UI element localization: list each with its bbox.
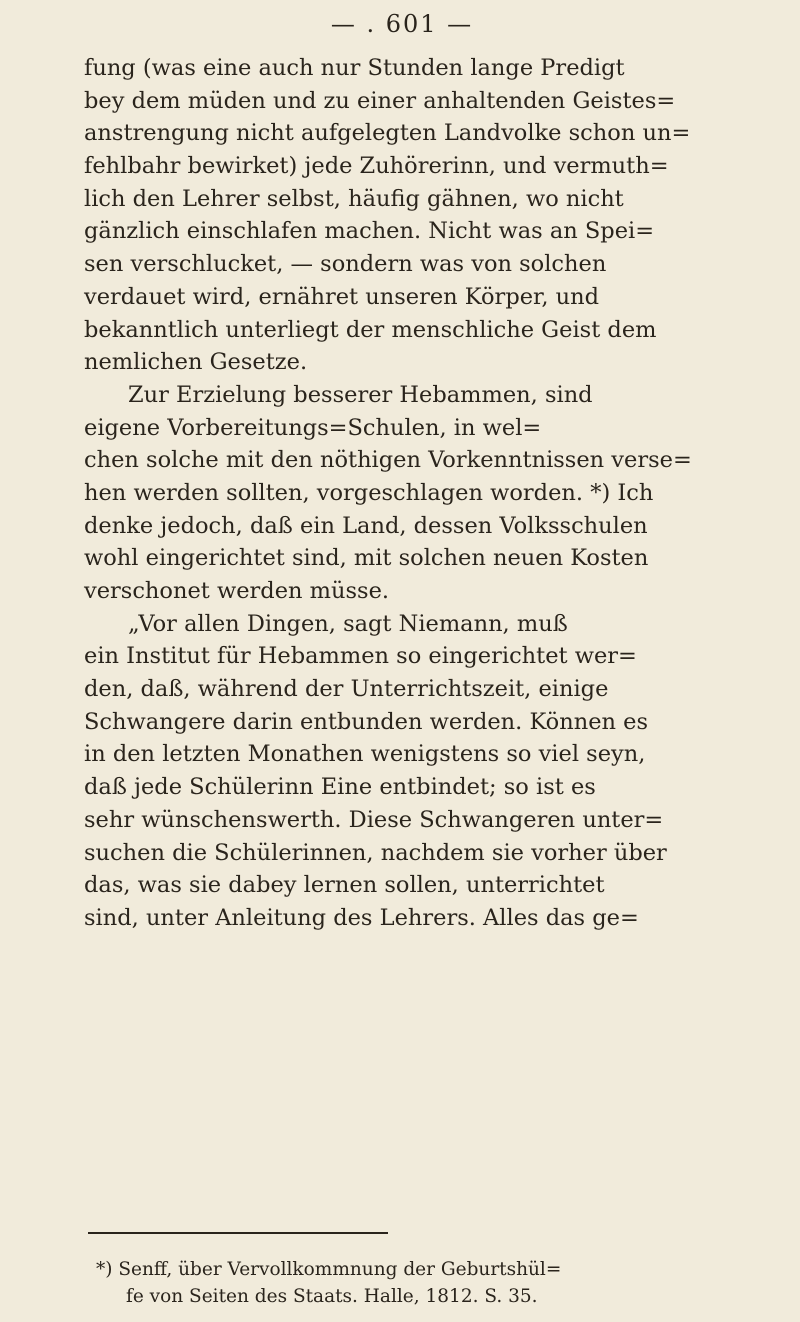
text-line: suchen die Schülerinnen, nachdem sie vorher über [84, 839, 667, 866]
text-line: sehr wünschenswerth. Diese Schwangeren unter= [84, 806, 664, 833]
text-line: gänzlich einschlafen machen. Nicht was an Spei= [84, 218, 655, 245]
text-line: hen werden sollten, vorgeschlagen worden. *) Ich [84, 479, 654, 506]
text-line: chen solche mit den nöthigen Vorkenntnissen verse= [84, 447, 692, 474]
text-line: sind, unter Anleitung des Lehrers. Alles das ge= [84, 904, 639, 931]
text-line: fehlbahr bewirket) jede Zuhörerinn, und vermuth= [84, 153, 669, 180]
text-line: in den letzten Monathen wenigstens so viel seyn, [84, 741, 646, 768]
text-line: Schwangere darin entbunden werden. Können es [84, 708, 649, 735]
footnote [96, 1256, 736, 1310]
text-line: daß jede Schülerinn Eine entbindet; so ist es [84, 774, 596, 801]
paragraph [84, 52, 724, 379]
text-line: bey dem müden und zu einer anhaltenden Geistes= [84, 87, 676, 114]
text-line: nemlichen Gesetze. [84, 349, 308, 376]
paragraph [84, 608, 724, 935]
footnote-divider [88, 1232, 388, 1234]
footnote-line: fe von Seiten des Staats. Halle, 1812. S. 35. [126, 1286, 538, 1307]
text-line: den, daß, während der Unterrichtszeit, einige [84, 676, 609, 703]
text-line: sen verschlucket, — sondern was von solchen [84, 251, 607, 278]
footnote-line: *) Senff, über Vervollkommnung der Geburtshül= [96, 1259, 562, 1280]
text-line: eigene Vorbereitungs=Schulen, in wel= [84, 414, 542, 441]
text-line: wohl eingerichtet sind, mit solchen neuen Kosten [84, 545, 649, 572]
text-line: denke jedoch, daß ein Land, dessen Volksschulen [84, 512, 648, 539]
text-line: das, was sie dabey lernen sollen, unterrichtet [84, 872, 605, 899]
text-line: verdauet wird, ernähret unseren Körper, und [84, 283, 600, 310]
text-line: lich den Lehrer selbst, häufig gähnen, wo nicht [84, 185, 624, 212]
text-line: ein Institut für Hebammen so eingerichtet wer= [84, 643, 637, 670]
paragraph [84, 379, 724, 608]
text-line: anstrengung nicht aufgelegten Landvolke schon un= [84, 120, 691, 147]
text-line: verschonet werden müsse. [84, 578, 390, 604]
text-line: „Vor allen Dingen, sagt Niemann, muß [128, 610, 568, 637]
body-text [84, 52, 724, 935]
text-line: Zur Erzielung besserer Hebammen, sind [128, 381, 593, 408]
text-line: bekanntlich unterliegt der menschliche Geist dem [84, 316, 657, 343]
text-line: fung (was eine auch nur Stunden lange Predigt [84, 55, 625, 81]
page-number: — . 601 — [330, 10, 474, 38]
